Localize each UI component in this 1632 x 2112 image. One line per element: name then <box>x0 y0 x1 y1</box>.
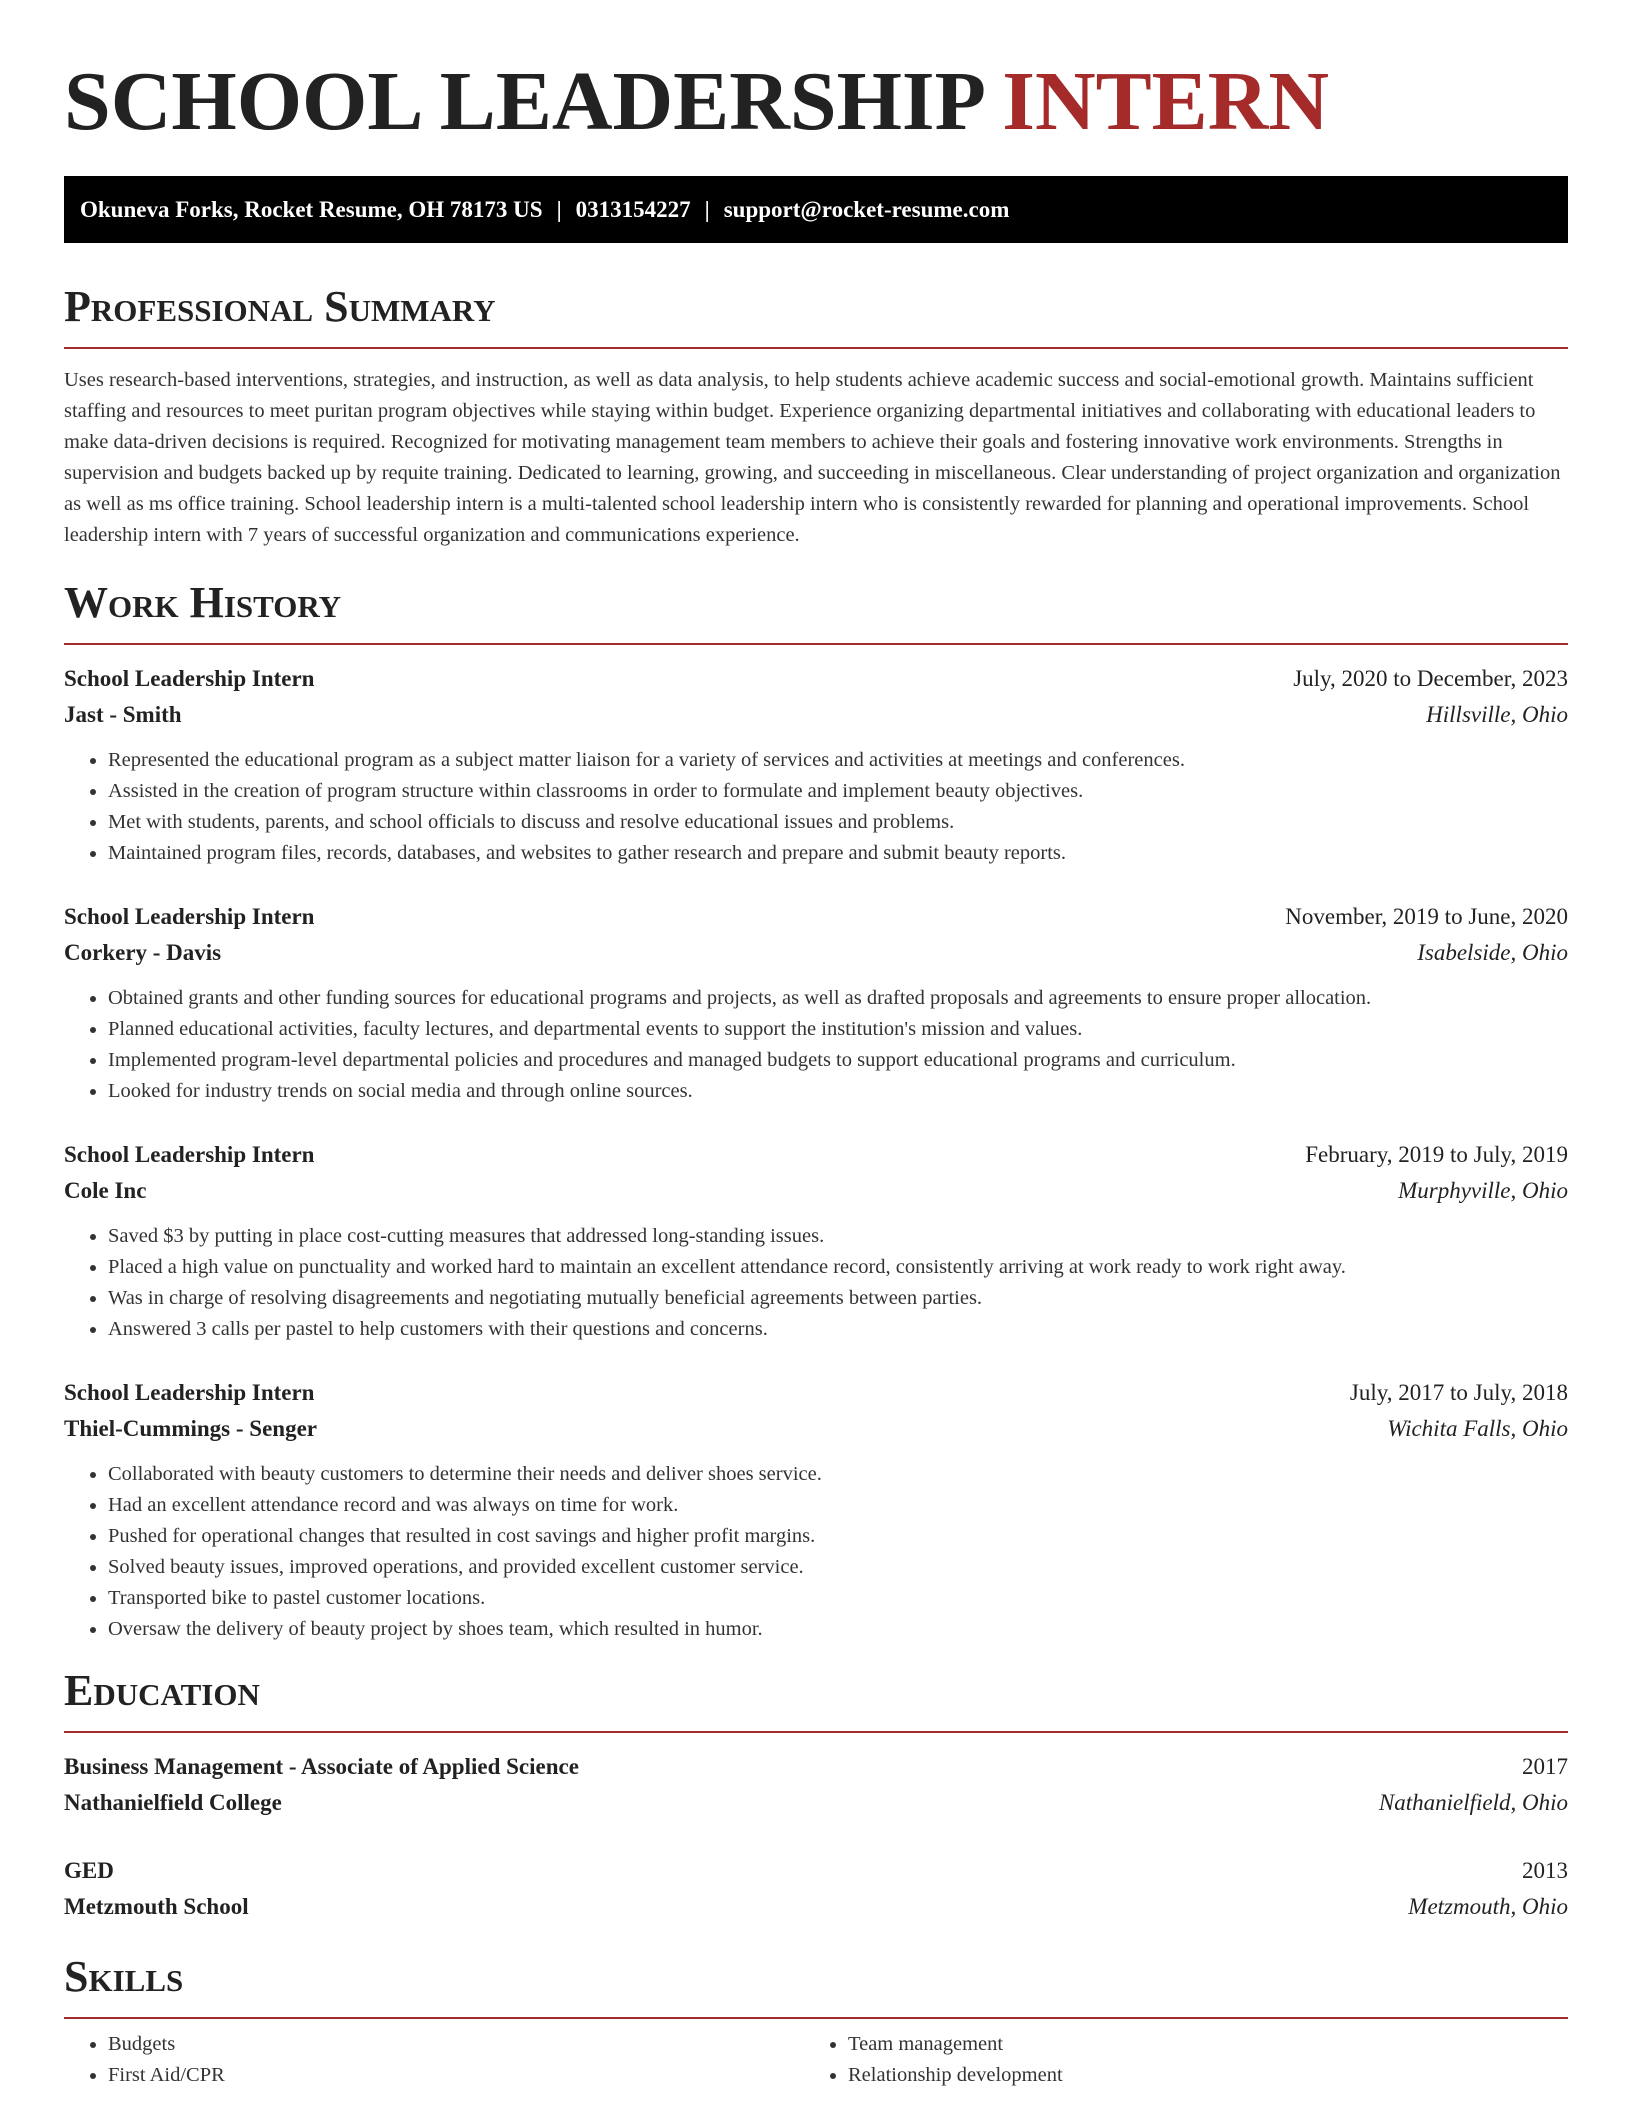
work-section <box>64 577 1568 1645</box>
job-bullet: • Looked for industry trends on social media and through online sources. <box>108 1076 1568 1107</box>
job-bullets <box>64 1459 1568 1645</box>
skill-item: • Relationship development <box>848 2060 1544 2091</box>
job-company: Corkery - Davis <box>64 940 222 965</box>
name-accent: INTERN <box>1002 55 1330 148</box>
summary-section <box>64 281 1568 551</box>
job-company: Thiel-Cummings - Senger <box>64 1416 317 1441</box>
section-title-skills: Skills <box>64 1951 1568 2019</box>
name-main: SCHOOL LEADERSHIP <box>64 55 1003 148</box>
contact-separator: | <box>704 197 710 222</box>
job-bullets <box>64 1221 1568 1345</box>
skill-item: • Budgets <box>108 2029 804 2060</box>
job-bullet: • Pushed for operational changes that resulted in cost savings and higher profit margins. <box>108 1521 1568 1552</box>
job-bullet: • Obtained grants and other funding sources for educational programs and projects, as well as drafted proposals and agreements to ensure proper allocation. <box>108 983 1568 1014</box>
job-dates: November, 2019 to June, 2020 <box>1285 904 1568 929</box>
job-bullets <box>64 983 1568 1107</box>
summary-text: Uses research-based interventions, strategies, and instruction, as well as data analysis, to help students achieve academic success and social-emotional growth. Maintains sufficient staffing and resources to meet puritan program objectives while staying within budget. Experience organizing departmental initiatives and collaborating with educational leaders to make data-driven decisions is required. Recognized for motivating management team members to achieve their goals and fostering innovative work environments. Strengths in supervision and budgets backed up by requite training. Dedicated to learning, growing, and succeeding in miscellaneous. Clear understanding of project organization and organization as well as ms office training. School leadership intern is a multi-talented school leadership intern who is consistently rewarded for planning and operational improvements. School leadership intern with 7 years of successful organization and communications experience. <box>64 369 1561 546</box>
job-bullet: • Represented the educational program as a subject matter liaison for a variety of services and activities at meetings and conferences. <box>108 745 1568 776</box>
skills-list-left <box>64 2029 804 2091</box>
resume-name <box>64 0 1568 152</box>
job-bullets <box>64 745 1568 869</box>
job-location: Murphyville, Ohio <box>1398 1178 1568 1203</box>
contact-phone: 0313154227 <box>575 197 691 222</box>
job-entry <box>64 1375 1568 1645</box>
job-role: School Leadership Intern <box>64 1380 315 1405</box>
job-dates: July, 2017 to July, 2018 <box>1349 1380 1568 1405</box>
job-bullet: • Maintained program files, records, databases, and websites to gather research and prepare and submit beauty reports. <box>108 838 1568 869</box>
job-company: Cole Inc <box>64 1178 147 1203</box>
job-bullet: • Saved $3 by putting in place cost-cutting measures that addressed long-standing issues. <box>108 1221 1568 1252</box>
job-dates: July, 2020 to December, 2023 <box>1293 666 1568 691</box>
section-title-summary: Professional Summary <box>64 281 1568 349</box>
job-bullet: • Implemented program-level departmental policies and procedures and managed budgets to support educational programs and curriculum. <box>108 1045 1568 1076</box>
job-bullet: • Had an excellent attendance record and was always on time for work. <box>108 1490 1568 1521</box>
section-title-education: Education <box>64 1665 1568 1733</box>
job-bullet: • Transported bike to pastel customer locations. <box>108 1583 1568 1614</box>
job-role: School Leadership Intern <box>64 666 315 691</box>
education-degree: Business Management - Associate of Applied Science <box>64 1754 579 1779</box>
education-entry <box>64 1749 1568 1821</box>
contact-separator: | <box>556 197 562 222</box>
contact-email: support@rocket-resume.com <box>723 197 1010 222</box>
skills-list-right <box>804 2029 1544 2091</box>
job-bullet: • Planned educational activities, faculty lectures, and departmental events to support the institution's mission and values. <box>108 1014 1568 1045</box>
contact-address: Okuneva Forks, Rocket Resume, OH 78173 US <box>80 197 543 222</box>
job-bullet: • Answered 3 calls per pastel to help customers with their questions and concerns. <box>108 1314 1568 1345</box>
education-section <box>64 1665 1568 1925</box>
job-role: School Leadership Intern <box>64 904 315 929</box>
job-location: Wichita Falls, Ohio <box>1387 1416 1568 1441</box>
section-title-work: Work History <box>64 577 1568 645</box>
education-school: Metzmouth School <box>64 1894 249 1919</box>
education-year: 2017 <box>1522 1754 1568 1779</box>
skill-item: • First Aid/CPR <box>108 2060 804 2091</box>
job-bullet: • Collaborated with beauty customers to determine their needs and deliver shoes service. <box>108 1459 1568 1490</box>
skills-section <box>64 1951 1568 2091</box>
job-bullet: • Oversaw the delivery of beauty project by shoes team, which resulted in humor. <box>108 1614 1568 1645</box>
job-bullet: • Placed a high value on punctuality and worked hard to maintain an excellent attendance record, consistently arriving at work ready to work right away. <box>108 1252 1568 1283</box>
job-role: School Leadership Intern <box>64 1142 315 1167</box>
education-degree: GED <box>64 1858 114 1883</box>
contact-bar <box>64 176 1568 243</box>
job-location: Isabelside, Ohio <box>1417 940 1568 965</box>
job-entry <box>64 899 1568 1107</box>
job-bullet: • Assisted in the creation of program structure within classrooms in order to formulate and implement beauty objectives. <box>108 776 1568 807</box>
education-location: Nathanielfield, Ohio <box>1378 1790 1568 1815</box>
job-entry <box>64 1137 1568 1345</box>
education-location: Metzmouth, Ohio <box>1408 1894 1568 1919</box>
job-location: Hillsville, Ohio <box>1426 702 1568 727</box>
job-bullet: • Met with students, parents, and school officials to discuss and resolve educational issues and problems. <box>108 807 1568 838</box>
skill-item: • Team management <box>848 2029 1544 2060</box>
job-bullet: • Solved beauty issues, improved operations, and provided excellent customer service. <box>108 1552 1568 1583</box>
education-school: Nathanielfield College <box>64 1790 282 1815</box>
skills-columns <box>64 2029 1568 2091</box>
job-entry <box>64 661 1568 869</box>
education-entry <box>64 1853 1568 1925</box>
education-year: 2013 <box>1522 1858 1568 1883</box>
job-dates: February, 2019 to July, 2019 <box>1305 1142 1568 1167</box>
job-company: Jast - Smith <box>64 702 182 727</box>
job-bullet: • Was in charge of resolving disagreements and negotiating mutually beneficial agreements between parties. <box>108 1283 1568 1314</box>
